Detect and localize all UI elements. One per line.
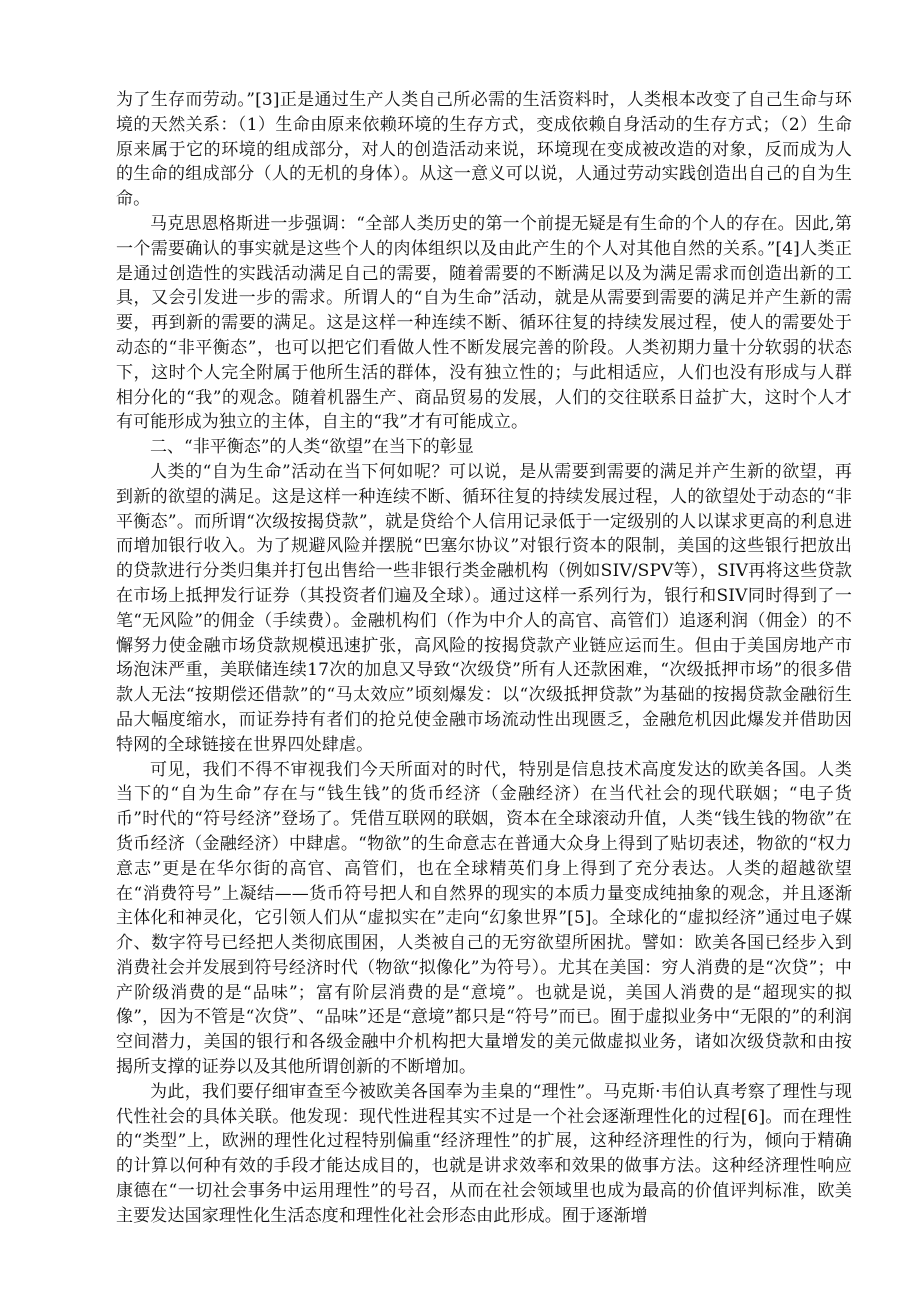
paragraph-rationality: 为此，我们要仔细审查至今被欧美各国奉为圭臬的“理性”。马克斯·韦伯认真考察了理性与现代性社会的具体关联。他发现：现代性进程其实不过是一个社会逐渐理性化的过程[6]。而在理性的“类型”上，欧洲的理性化过程特别偏重“经济理性”的扩展，这种经济理性的行为，倾向于精确的计算以何种有效的手段才能达成目的，也就是讲求效率和效果的做事方法。这种经济理性响应康德在“一切社会事务中运用理性”的号召，从而在社会领域里也成为最高的价值评判标准，欧美主要发达国家理性化生活态度和理性化社会形态由此形成。囿于逐渐增 [116, 1081, 852, 1226]
paragraph-labor-creates-self-life: 为了生存而劳动。”[3]正是通过生产人类自己所必需的生活资料时，人类根本改变了自己生命与环境的天然关系：（1）生命由原来依赖环境的生存方式，变成依赖自身活动的生存方式；（2）生命原来属于它的环境的组成部分，对人的创造活动来说，环境现在变成被改造的对象，反而成为人的生命的组成部分（人的无机的身体）。从这一意义可以说，人通过劳动实践创造出自己的自为生命。 [116, 90, 852, 210]
paragraph-marx-engels-needs: 马克思恩格斯进一步强调：“全部人类历史的第一个前提无疑是有生命的个人的存在。因此,第一个需要确认的事实就是这些个人的肉体组织以及由此产生的个人对其他自然的关系。”[4]人类正是通过创造性的实践活动满足自己的需要，随着需要的不断满足以及为满足需求而创造出新的工具，又会引发进一步的需求。所谓人的“自为生命”活动，就是从需要到需要的满足并产生新的需要，再到新的需要的满足。这是这样一种连续不断、循环往复的持续发展过程，使人的需要处于动态的“非平衡态”，也可以把它们看做人性不断发展完善的阶段。人类初期力量十分软弱的状态下，这时个人完全附属于他所生活的群体，没有独立性的；与此相适应，人们也没有形成与人群相分化的“我”的观念。随着机器生产、商品贸易的发展，人们的交往联系日益扩大，这时个人才有可能形成为独立的主体，自主的“我”才有可能成立。 [116, 213, 852, 433]
paragraph-symbolic-economy: 可见，我们不得不审视我们今天所面对的时代，特别是信息技术高度发达的欧美各国。人类当下的“自为生命”存在与“钱生钱”的货币经济（金融经济）在当代社会的现代联姻；“电子货币”时代的“符号经济”登场了。凭借互联网的联姻，资本在全球滚动升值，人类“钱生钱的物欲”在货币经济（金融经济）中肆虐。“物欲”的生命意志在普通大众身上得到了贴切表述，物欲的“权力意志”更是在华尔街的高官、高管们，也在全球精英们身上得到了充分表达。人类的超越欲望在“消费符号”上凝结——货币符号把人和自然界的现实的本质力量变成纯抽象的观念，并且逐渐主体化和神灵化，它引领人们从“虚拟实在”走向“幻象世界”[5]。全球化的“虚拟经济”通过电子媒介、数字符号已经把人类彻底围困，人类被自己的无穷欲望所困扰。譬如：欧美各国已经步入到消费社会并发展到符号经济时代（物欲“拟像化”为符号）。尤其在美国：穷人消费的是“次贷”；中产阶级消费的是“品味”；富有阶层消费的是“意境”。也就是说，美国人消费的是“超现实的拟像”，因为不管是“次贷”、“品味”还是“意境”都只是“符号”而已。囿于虚拟业务中“无限的”的利润空间潜力，美国的银行和各级金融中介机构把大量增发的美元做虚拟业务，诸如次级贷款和由按揭所支撑的证券以及其他所谓创新的不断增加。 [116, 759, 852, 1078]
paragraph-subprime-crisis: 人类的“自为生命”活动在当下何如呢？可以说，是从需要到需要的满足并产生新的欲望，再到新的欲望的满足。这是这样一种连续不断、循环往复的持续发展过程，人的欲望处于动态的“非平衡态”。而所谓“次级按揭贷款”，就是贷给个人信用记录低于一定级别的人以谋求更高的利息进而增加银行收入。为了规避风险并摆脱“巴塞尔协议”对银行资本的限制，美国的这些银行把放出的贷款进行分类归集并打包出售给一些非银行类金融机构（例如SIV/SPV等），SIV再将这些贷款在市场上抵押发行证券（其投资者们遍及全球）。通过这样一系列行为，银行和SIV同时得到了一笔“无风险”的佣金（手续费）。金融机构们（作为中介人的高官、高管们）追逐利润（佣金）的不懈努力使金融市场贷款规模迅速扩张，高风险的按揭贷款产业链应运而生。但由于美国房地产市场泡沫严重，美联储连续17次的加息又导致“次级贷”所有人还款困难，“次级抵押市场”的很多借款人无法“按期偿还借款”的“马太效应”顷刻爆发：以“次级抵押贷款”为基础的按揭贷款金融衍生品大幅度缩水，而证券持有者们的抢兑使金融市场流动性出现匮乏，金融危机因此爆发并借助因特网的全球链接在世界四处肆虐。 [116, 461, 852, 755]
document-page [116, 88, 852, 1229]
section-heading: 二、“非平衡态”的人类“欲望”在当下的彰显 [150, 437, 474, 458]
